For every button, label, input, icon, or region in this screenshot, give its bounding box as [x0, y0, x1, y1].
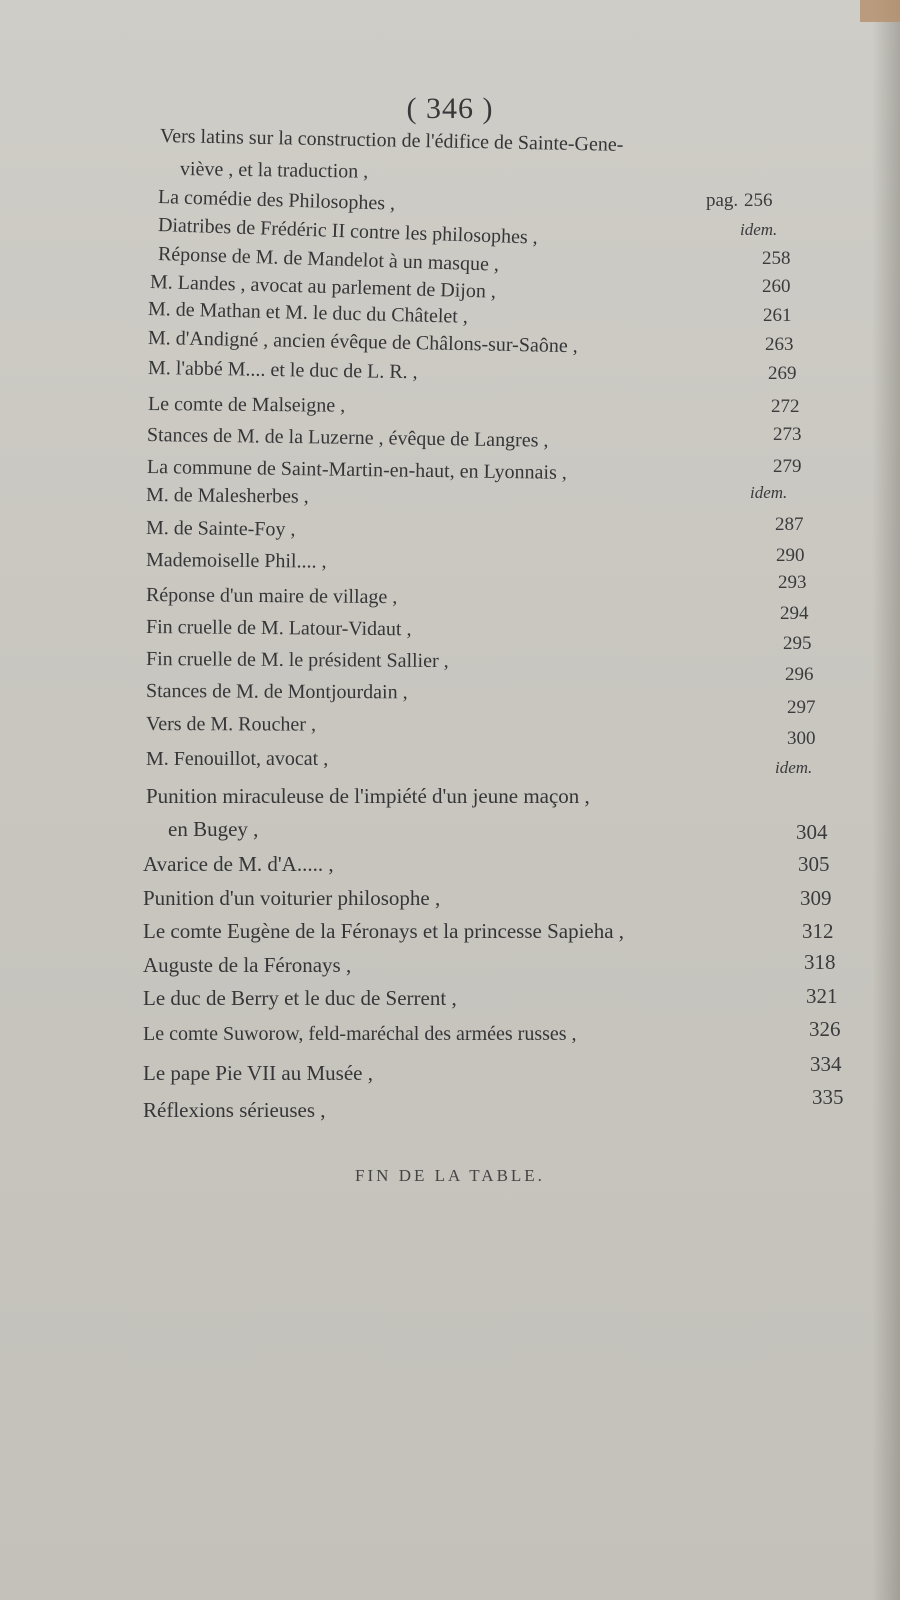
page-ref: 296 — [785, 664, 814, 685]
page-ref: 260 — [762, 276, 791, 297]
page-ref: 294 — [780, 603, 809, 624]
page-ref: 334 — [810, 1052, 842, 1076]
page-number: ( 346 ) — [406, 92, 494, 125]
page-ref: 269 — [768, 363, 797, 384]
table-of-contents: Vers latins sur la construction de l'édifice de Sainte-Gene- viève , et la traduction , La comédie des Philosophes , 256 Diatribes de Frédéric II contre les philosophes , idem. Réponse de M. de Mandelot à un masque , 258 M. Landes , avocat au parlement de Dijon , 260 M. de Mathan et M. le duc du Châtelet , 261 M. d'Andigné , ancien évêque de Châlons-sur-Saône , 263 M. l'abbé M.... et le duc de L. R. , 269 Le comte de Malseigne , 272 Stances de M. de la Luzerne , évêque de Langres , 273 La commune de Saint-Martin-en-haut, en Lyonnais , 279 M. de Malesherbes , idem. M. de Sainte-Foy , 287 Mademoiselle Phil.... , 290 Réponse d'un maire de village , 293 Fin cruelle de M. Latour-Vidaut , 294 Fin cruelle de M. le président Sallier , 295 Stances de M. de Montjourdain , 296 Vers de M. Roucher , 297 M. Fenouillot, avocat , 300 Punition miraculeuse de l'impiété d'un jeune maçon , idem. en Bugey , 304 Avarice de M. d'A..... , 305 Punition d'un voiturier philosophe , 309 Le comte Eugène de la Féronays et la princesse Sapieha , 312 Auguste de la Féronays , 318 Le duc de Berry et le duc de Serrent , 321 Le comte Suworow, feld-maréchal des armées russes , 326 Le pape Pie VII au Musée , 334 Réflexions sérieuses , 335 — [143, 125, 844, 1122]
page-ref: 263 — [765, 334, 794, 355]
page-ref: 256 — [744, 190, 773, 211]
end-of-table: FIN DE LA TABLE. — [355, 1166, 545, 1185]
page-ref: 287 — [775, 514, 804, 535]
page-ref: 309 — [800, 886, 832, 910]
page-ref: 273 — [773, 424, 802, 445]
page-ref: 295 — [783, 633, 812, 654]
page-ref: idem. — [740, 220, 778, 239]
page-ref: 297 — [787, 697, 816, 718]
page-ref: idem. — [775, 758, 813, 777]
page-ref: 304 — [796, 820, 828, 844]
page-ref: 293 — [778, 572, 807, 593]
page-ref: 300 — [787, 728, 816, 749]
page-ref: 312 — [802, 919, 834, 943]
page-ref: 258 — [762, 248, 791, 269]
page-ref: 279 — [773, 456, 802, 477]
page-ref: 326 — [809, 1017, 841, 1041]
page-ref: 272 — [771, 396, 800, 417]
page-ref: idem. — [750, 483, 788, 502]
page-ref: 335 — [812, 1085, 844, 1109]
page-ref: 318 — [804, 950, 836, 974]
page-ref: 321 — [806, 984, 838, 1008]
page-ref: 290 — [776, 545, 805, 566]
page-ref: 261 — [763, 305, 792, 326]
page-ref: 305 — [798, 852, 830, 876]
page-label: pag. — [706, 190, 739, 211]
